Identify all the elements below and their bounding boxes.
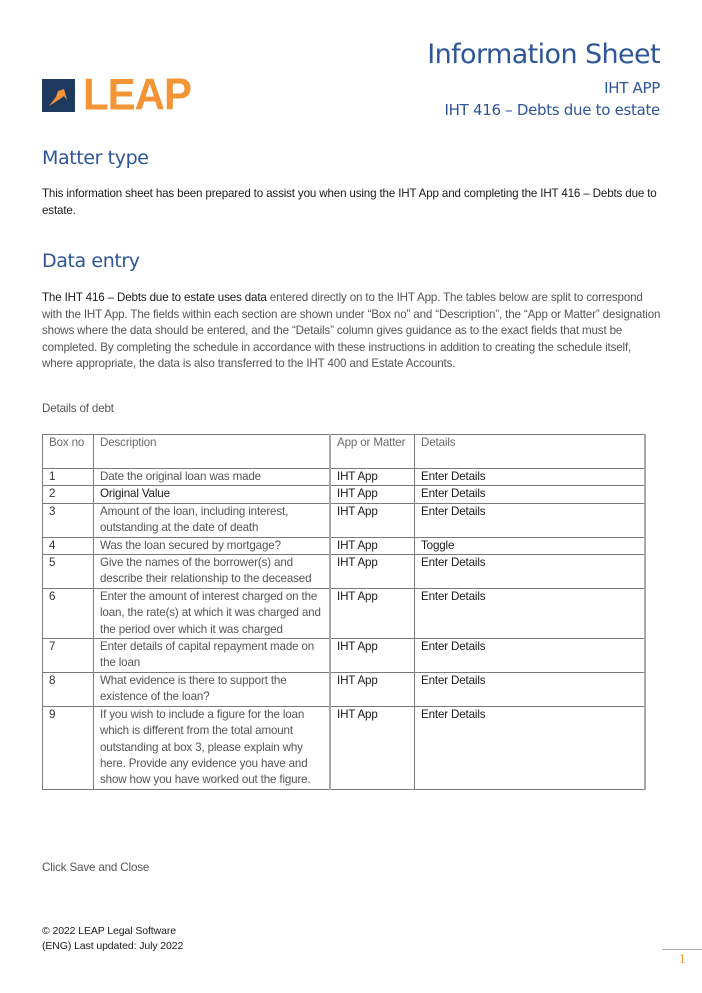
details: Enter Details: [415, 469, 646, 486]
page-number: 1: [679, 953, 686, 966]
form-title: IHT 416 – Debts due to estate: [444, 101, 660, 119]
app-or-matter: IHT App: [330, 588, 415, 638]
description: Enter the amount of interest charged on the loan, the rate(s) at which it was charged and the period over which it was charged: [94, 588, 331, 638]
table-row: [43, 537, 646, 554]
box-number: 5: [43, 555, 94, 589]
details-of-debt-table: [42, 434, 646, 790]
table-row: [43, 706, 646, 789]
box-number: 6: [43, 588, 94, 638]
description: Give the names of the borrower(s) and describe their relationship to the deceased: [94, 555, 331, 589]
page-title: Information Sheet: [427, 39, 660, 70]
description: What evidence is there to support the existence of the loan?: [94, 672, 331, 706]
box-number: 4: [43, 537, 94, 554]
leap-logo: [42, 69, 192, 120]
box-number: 8: [43, 672, 94, 706]
app-or-matter: IHT App: [330, 555, 415, 589]
description: Was the loan secured by mortgage?: [94, 537, 331, 554]
app-or-matter: IHT App: [330, 469, 415, 486]
page-number-divider: [662, 949, 702, 950]
app-or-matter: IHT App: [330, 537, 415, 554]
matter-type-heading: Matter type: [42, 147, 149, 169]
details: Enter Details: [415, 706, 646, 789]
closing-instruction: Click Save and Close: [42, 861, 150, 874]
leap-arrow-icon: [42, 79, 75, 112]
table-row: [43, 469, 646, 486]
app-or-matter: IHT App: [330, 706, 415, 789]
details: Enter Details: [415, 555, 646, 589]
document-header: [427, 38, 660, 121]
table-caption: Details of debt: [42, 402, 114, 415]
description: If you wish to include a figure for the loan which is different from the total amount outstanding at box 3, please explain why here. Provide any evidence you have and show how you have worked out the figure.: [94, 706, 331, 789]
header-details: Details: [415, 435, 646, 469]
table-row: [43, 503, 646, 537]
details: Enter Details: [415, 639, 646, 673]
logo-wordmark: LEAP: [83, 69, 192, 120]
box-number: 1: [43, 469, 94, 486]
header-description: Description: [94, 435, 331, 469]
header-box-no: Box no: [43, 435, 94, 469]
copyright: © 2022 LEAP Legal Software: [42, 925, 176, 937]
table-row: [43, 588, 646, 638]
box-number: 3: [43, 503, 94, 537]
footer: [42, 924, 183, 954]
data-entry-body-prefix: The IHT 416 – Debts due to estate uses data: [42, 291, 267, 304]
box-number: 7: [43, 639, 94, 673]
details: Enter Details: [415, 486, 646, 503]
data-entry-body-rest: entered directly on to the IHT App. The tables below are split to correspond with the IHT App. The fields within each section are shown under “Box no” and “Description”, the “App or Matter” designation shows where the data should be entered, and the “Details” column gives guidance as to the exact fields that must be completed. By completing the schedule in accordance with these instructions in addition to creating the schedule itself, where appropriate, the data is also transferred to the IHT 400 and Estate Accounts.: [42, 291, 661, 371]
table-row: [43, 486, 646, 503]
app-or-matter: IHT App: [330, 486, 415, 503]
table-row: [43, 672, 646, 706]
app-label: IHT APP: [604, 79, 660, 97]
box-number: 9: [43, 706, 94, 789]
description: Enter details of capital repayment made on the loan: [94, 639, 331, 673]
matter-type-body: This information sheet has been prepared to assist you when using the IHT App and completing the IHT 416 – Debts due to estate.: [42, 187, 657, 217]
description: Original Value: [94, 486, 331, 503]
data-entry-heading: Data entry: [42, 250, 140, 272]
details: Enter Details: [415, 588, 646, 638]
table-row: [43, 639, 646, 673]
description: Date the original loan was made: [94, 469, 331, 486]
data-entry-body: [42, 290, 662, 373]
box-number: 2: [43, 486, 94, 503]
last-updated: (ENG) Last updated: July 2022: [42, 940, 184, 952]
app-or-matter: IHT App: [330, 503, 415, 537]
details: Enter Details: [415, 503, 646, 537]
app-or-matter: IHT App: [330, 639, 415, 673]
app-or-matter: IHT App: [330, 672, 415, 706]
header-app-or-matter: App or Matter: [330, 435, 415, 469]
details: Enter Details: [415, 672, 646, 706]
details: Toggle: [415, 537, 646, 554]
description: Amount of the loan, including interest, outstanding at the date of death: [94, 503, 331, 537]
table-row: [43, 555, 646, 589]
table-header-row: [43, 435, 646, 469]
